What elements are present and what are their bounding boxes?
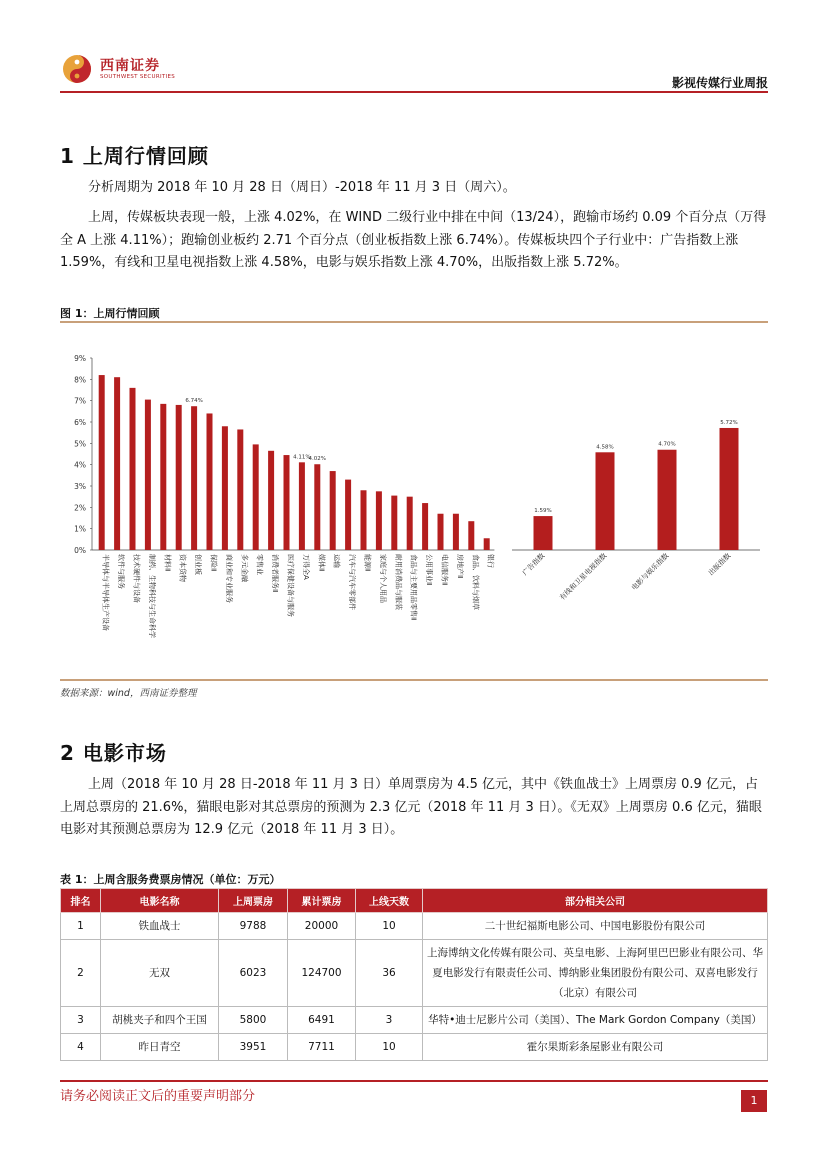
data-label: 4.02% [308, 456, 327, 463]
cell-companies: 上海博纳文化传媒有限公司、英皇电影、上海阿里巴巴影业有限公司、华夏电影发行有限责任公司、博纳影业集团股份有限公司、双喜电影发行（北京）有限公司 [423, 940, 768, 1007]
x-tick-label: 食品、饮料与烟草 [471, 554, 480, 610]
bar [534, 516, 553, 550]
cell-rank: 4 [61, 1034, 101, 1061]
bar [422, 503, 428, 550]
x-tick-label: 广告指数 [520, 551, 547, 578]
header-days: 上线天数 [356, 889, 423, 913]
bar [330, 471, 336, 550]
bar [284, 455, 290, 550]
page-number: 1 [741, 1090, 767, 1112]
data-label: 1.59% [534, 508, 552, 515]
table-row [61, 940, 768, 1007]
figure-bottom-rule [60, 679, 768, 681]
x-tick-label: 运输 [332, 554, 341, 568]
y-tick-label: 5% [74, 439, 86, 449]
market-review-chart [60, 328, 768, 678]
cell-weekly-box: 3951 [219, 1034, 288, 1061]
bar [407, 497, 413, 550]
x-tick-label: 医疗保健设备与服务 [286, 554, 295, 617]
x-tick-label: 能源Ⅱ [363, 554, 372, 572]
y-tick-label: 8% [74, 375, 86, 385]
x-tick-label: 资本货物 [178, 554, 187, 582]
bar [176, 405, 182, 550]
x-tick-label: 消费者服务Ⅱ [271, 554, 280, 593]
bar [237, 429, 243, 550]
x-tick-label: 创业板 [194, 554, 203, 575]
cell-weekly-box: 6023 [219, 940, 288, 1007]
report-title: 影视传媒行业周报 [671, 76, 768, 90]
disclaimer-note: 请务必阅读正文后的重要声明部分 [60, 1089, 256, 1104]
bar [376, 491, 382, 550]
box-office-table [60, 888, 768, 1061]
data-label: 6.74% [185, 398, 203, 405]
table-row [61, 1034, 768, 1061]
data-label: 4.58% [596, 444, 614, 451]
header-weekly-box: 上周票房 [219, 889, 288, 913]
bar [160, 404, 166, 550]
bar [145, 400, 151, 550]
bar [314, 464, 320, 550]
x-tick-label: 多元金融 [240, 554, 249, 582]
y-tick-label: 7% [74, 396, 86, 406]
cell-film-name: 无双 [101, 940, 219, 1007]
bar [345, 480, 351, 550]
data-label: 4.70% [658, 441, 676, 448]
header-cumulative-box: 累计票房 [288, 889, 356, 913]
x-tick-label: 有线和卫星电视指数 [558, 551, 609, 602]
bar [114, 377, 120, 550]
x-tick-label: 电信服务Ⅱ [440, 554, 449, 586]
y-tick-label: 0% [74, 546, 86, 555]
bar [658, 450, 677, 550]
header-divider [60, 91, 768, 93]
x-tick-label: 银行 [486, 554, 495, 568]
table-header-row [61, 889, 768, 913]
bar [222, 426, 228, 550]
x-tick-label: 半导体与半导体生产设备 [101, 554, 110, 631]
x-tick-label: 保险Ⅱ [209, 554, 218, 572]
y-tick-label: 3% [74, 482, 86, 491]
x-tick-label: 制药、生物科技与生命科学 [147, 554, 156, 638]
cell-rank: 2 [61, 940, 101, 1007]
cell-cumulative-box: 124700 [288, 940, 356, 1007]
x-tick-label: 材料Ⅱ [163, 554, 172, 572]
logo-subtitle: SOUTHWEST SECURITIES [100, 74, 176, 80]
table-row [61, 913, 768, 940]
header-film-name: 电影名称 [101, 889, 219, 913]
cell-cumulative-box: 20000 [288, 913, 356, 940]
cell-film-name: 铁血战士 [101, 913, 219, 940]
logo-name: 西南证券 [100, 58, 160, 74]
y-tick-label: 4% [74, 460, 86, 470]
paragraph-period: 分析周期为 2018 年 10 月 28 日（周日）-2018 年 11 月 3 日（周六）。 [88, 180, 516, 195]
header-rank: 排名 [61, 889, 101, 913]
cell-film-name: 胡桃夹子和四个王国 [101, 1007, 219, 1034]
section-heading-market-review: 1 上周行情回顾 [60, 144, 209, 168]
cell-cumulative-box: 6491 [288, 1007, 356, 1034]
bar [453, 514, 459, 550]
cell-weekly-box: 5800 [219, 1007, 288, 1034]
table-row [61, 1007, 768, 1034]
y-tick-label: 1% [74, 524, 86, 534]
bar [468, 521, 474, 550]
x-tick-label: 媒体Ⅱ [317, 554, 326, 572]
cell-days: 10 [356, 1034, 423, 1061]
bar [438, 514, 444, 550]
cell-companies: 霍尔果斯彩条屋影业有限公司 [423, 1034, 768, 1061]
x-tick-label: 出版指数 [706, 551, 733, 578]
cell-days: 3 [356, 1007, 423, 1034]
y-tick-label: 2% [74, 503, 86, 513]
x-tick-label: 公用事业Ⅱ [425, 554, 434, 586]
cell-film-name: 昨日青空 [101, 1034, 219, 1061]
y-tick-label: 6% [74, 418, 86, 427]
cell-days: 10 [356, 913, 423, 940]
figure-top-rule [60, 321, 768, 323]
bar [391, 496, 397, 550]
figure-title: 图 1：上周行情回顾 [60, 307, 160, 320]
data-label: 4.11% [293, 454, 311, 461]
footer-divider [60, 1080, 768, 1082]
bar [484, 538, 490, 550]
x-tick-label: 房地产Ⅱ [455, 554, 464, 579]
data-label: 5.72% [720, 419, 738, 426]
x-tick-label: 食品与主要用品零售Ⅱ [409, 554, 418, 621]
x-tick-label: 零售业 [255, 554, 264, 575]
cell-companies: 二十世纪福斯电影公司、中国电影股份有限公司 [423, 913, 768, 940]
bar [130, 388, 136, 550]
page-header [60, 48, 768, 96]
cell-rank: 1 [61, 913, 101, 940]
cell-rank: 3 [61, 1007, 101, 1034]
y-tick-label: 9% [74, 354, 86, 363]
cell-weekly-box: 9788 [219, 913, 288, 940]
x-tick-label: 软件与服务 [117, 554, 126, 589]
x-tick-label: 汽车与汽车零部件 [348, 554, 357, 610]
section-heading-film-market: 2 电影市场 [60, 741, 167, 765]
bar [720, 428, 739, 550]
industry-returns-chart [74, 354, 496, 638]
x-tick-label: 商业和专业服务 [224, 554, 233, 603]
logo-icon [62, 54, 92, 84]
cell-cumulative-box: 7711 [288, 1034, 356, 1061]
bar [207, 413, 213, 550]
bar [268, 451, 274, 550]
bar [99, 375, 105, 550]
bar [596, 452, 615, 550]
cell-days: 36 [356, 940, 423, 1007]
bar [253, 444, 259, 550]
figure-source: 数据来源：wind，西南证券整理 [60, 688, 197, 699]
bar [361, 490, 367, 550]
paragraph-box-office: 上周（2018 年 10 月 28 日-2018 年 11 月 3 日）单周票房为 4.5 亿元，其中《铁血战士》上周票房 0.9 亿元，占上周总票房的 21.6%，猫眼电影对其总票房的预测为 2.3 亿元（2018 年 11 月 3 日）。《无双》上周票房 0.6 亿元，猫眼电影对其预测总票房为 12.9 亿元（2018 年 11 月 3 日）。 [60, 777, 762, 837]
x-tick-label: 耐用消费品与服装 [394, 554, 403, 610]
paragraph-market-summary: 上周，传媒板块表现一般，上涨 4.02%，在 WIND 二级行业中排在中间（13/24），跑输市场约 0.09 个百分点（万得全 A 上涨 4.11%）；跑输创业板约 2.71 个百分点（创业板指数上涨 6.74%）。传媒板块四个子行业中：广告指数上涨 1.59%，有线和卫星电视指数上涨 4.58%，电影与娱乐指数上涨 4.70%，出版指数上涨 5.72%。 [60, 210, 767, 270]
bar [191, 406, 197, 550]
bar [299, 462, 305, 550]
x-tick-label: 家庭与个人用品 [378, 554, 387, 603]
header-companies: 部分相关公司 [423, 889, 768, 913]
table-title: 表 1：上周含服务费票房情况（单位：万元） [60, 873, 281, 886]
x-tick-label: 技术硬件与设备 [132, 554, 141, 603]
cell-companies: 华特•迪士尼影片公司（美国）、The Mark Gordon Company（美国） [423, 1007, 768, 1034]
x-tick-label: 电影与娱乐指数 [630, 551, 671, 593]
media-subindustry-chart [512, 420, 760, 602]
x-tick-label: 万得全A [301, 554, 310, 580]
